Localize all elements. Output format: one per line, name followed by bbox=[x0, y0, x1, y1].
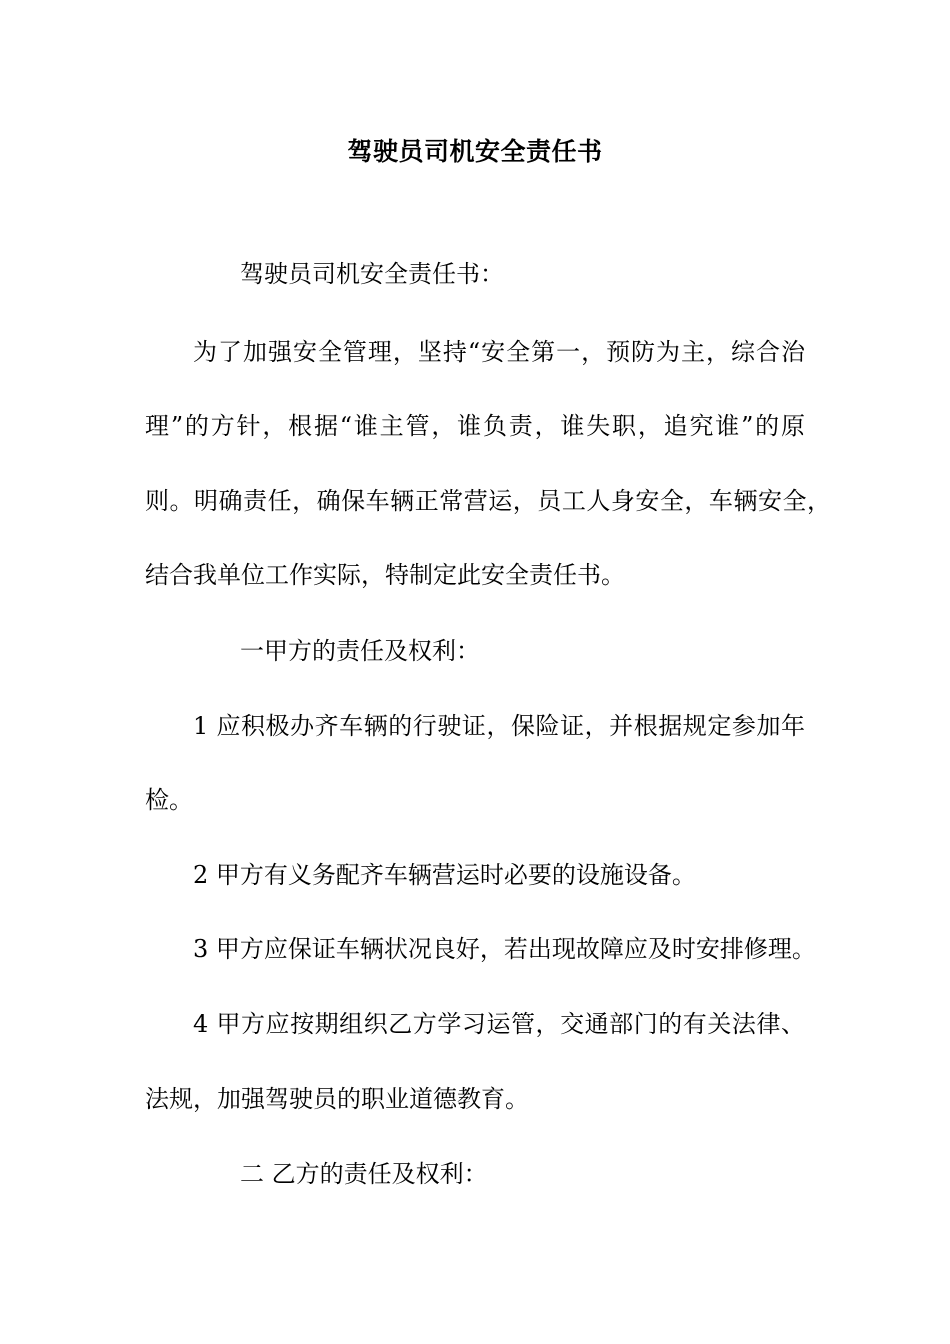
list-item-continuation: 检。 bbox=[145, 786, 193, 814]
document-title: 驾驶员司机安全责任书 bbox=[347, 137, 603, 166]
section-heading: 一甲方的责任及权利： bbox=[240, 637, 480, 665]
heading-line: 驾驶员司机安全责任书： bbox=[240, 260, 504, 288]
list-item-continuation: 法规，加强驾驶员的职业道德教育。 bbox=[145, 1085, 529, 1113]
paragraph-line: 为了加强安全管理，坚持“安全第一，预防为主，综合治 bbox=[193, 338, 805, 366]
list-item: 1 应积极办齐车辆的行驶证，保险证，并根据规定参加年 bbox=[193, 712, 805, 740]
list-item: 2 甲方有义务配齐车辆营运时必要的设施设备。 bbox=[193, 861, 696, 889]
paragraph-line: 理”的方针，根据“谁主管，谁负责，谁失职，追究谁”的原 bbox=[145, 412, 805, 440]
paragraph-line: 则。明确责任，确保车辆正常营运，员工人身安全，车辆安全， bbox=[145, 487, 831, 515]
paragraph-line: 结合我单位工作实际，特制定此安全责任书。 bbox=[145, 561, 625, 589]
section-heading: 二 乙方的责任及权利： bbox=[240, 1160, 488, 1188]
list-item: 4 甲方应按期组织乙方学习运管，交通部门的有关法律、 bbox=[193, 1010, 805, 1038]
list-item: 3 甲方应保证车辆状况良好，若出现故障应及时安排修理。 bbox=[193, 935, 816, 963]
